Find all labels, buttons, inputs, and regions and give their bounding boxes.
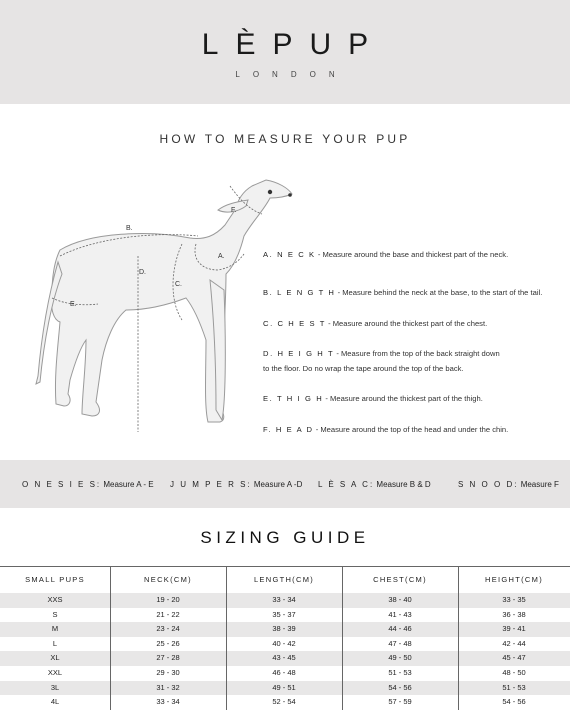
table-cell: 54 - 56 <box>502 697 526 707</box>
product-snood: S N O O D: Measure F <box>458 480 559 489</box>
table-row <box>0 608 570 623</box>
table-cell: 40 - 42 <box>272 638 296 648</box>
table-cell: 51 - 53 <box>388 668 412 677</box>
table-cell: 41 - 43 <box>388 609 412 619</box>
table-cell: 49 - 51 <box>272 682 296 692</box>
table-cell: 57 - 59 <box>388 697 412 707</box>
measure-height-cont: to the floor. Do no wrap the tape around the top of the back. <box>263 364 464 373</box>
table-header-cell: NECK(CM) <box>144 575 192 584</box>
label-d: D. <box>139 269 146 276</box>
table-cell: 46 - 48 <box>272 668 296 677</box>
sizing-guide-title: SIZING GUIDE <box>200 528 370 547</box>
table-cell: 33 - 34 <box>156 697 180 707</box>
table-cell: L <box>52 638 58 648</box>
table-cell: 25 - 26 <box>156 638 180 648</box>
table-row <box>0 622 570 637</box>
measure-length: B. L E N G T H - Measure behind the neck at the base, to the start of the tail. <box>263 288 543 297</box>
table-cell: 54 - 56 <box>388 682 412 692</box>
product-jumpers: J U M P E R S: Measure A -D <box>170 480 303 489</box>
table-cell: 52 - 54 <box>272 697 296 707</box>
table-cell: 39 - 41 <box>502 624 526 634</box>
table-row <box>0 695 570 710</box>
table-cell: 42 - 44 <box>502 638 526 648</box>
table-row <box>0 593 570 608</box>
measure-height: D. H E I G H T - Measure from the top of the back straight down <box>263 349 500 358</box>
brand-logo: LÈPUP <box>201 28 386 61</box>
table-cell: 33 - 35 <box>502 595 526 604</box>
table-header-cell: HEIGHT(CM) <box>485 575 543 584</box>
table-cell: 29 - 30 <box>156 668 180 677</box>
column-divider <box>226 566 227 710</box>
table-cell: 38 - 39 <box>272 624 296 634</box>
measure-neck: A. N E C K - Measure around the base and thickest part of the neck. <box>263 250 509 259</box>
table-cell: 27 - 28 <box>156 653 180 663</box>
table-cell: 3L <box>50 682 60 692</box>
table-header-cell: CHEST(CM) <box>373 575 427 584</box>
table-cell: 23 - 24 <box>156 624 180 634</box>
brand-header <box>0 0 570 104</box>
table-cell: 45 - 47 <box>502 653 526 663</box>
table-cell: XL <box>50 653 60 663</box>
table-cell: 35 - 37 <box>272 609 296 619</box>
brand-location: LONDON <box>235 70 348 79</box>
label-b: B. <box>126 225 133 232</box>
table-cell: 19 - 20 <box>156 595 180 604</box>
table-top-rule <box>0 566 570 567</box>
product-le-sac: L È S A C: Measure B & D <box>318 480 431 489</box>
table-cell: 33 - 34 <box>272 595 296 604</box>
dog-measurement-illustration <box>30 170 295 440</box>
table-cell: 43 - 45 <box>272 653 296 663</box>
table-cell: 47 - 48 <box>388 638 412 648</box>
table-row <box>0 637 570 652</box>
table-cell: 49 - 50 <box>388 653 412 663</box>
table-cell: S <box>52 609 58 619</box>
table-cell: 21 - 22 <box>156 609 180 619</box>
table-cell: XXL <box>47 668 63 677</box>
table-row <box>0 666 570 681</box>
measure-chest: C. C H E S T - Measure around the thickest part of the chest. <box>263 319 488 328</box>
measure-thigh: E. T H I G H - Measure around the thickest part of the thigh. <box>263 394 483 403</box>
column-divider <box>458 566 459 710</box>
table-row <box>0 651 570 666</box>
product-measure-band <box>0 460 570 508</box>
label-a: A. <box>218 253 225 260</box>
table-cell: 48 - 50 <box>502 668 526 677</box>
table-cell: 36 - 38 <box>502 609 526 619</box>
how-to-measure-title: HOW TO MEASURE YOUR PUP <box>159 132 411 146</box>
table-header-cell: SMALL PUPS <box>25 575 85 584</box>
table-row <box>0 681 570 696</box>
label-e: E. <box>70 301 77 308</box>
product-onesies: O N E S I E S: Measure A - E <box>22 480 154 489</box>
column-divider <box>110 566 111 710</box>
table-cell: 31 - 32 <box>156 682 180 692</box>
table-cell: 38 - 40 <box>388 595 412 604</box>
column-divider <box>342 566 343 710</box>
table-cell: 51 - 53 <box>502 682 526 692</box>
table-header-cell: LENGTH(CM) <box>253 575 315 584</box>
table-cell: XXS <box>47 595 63 604</box>
label-f: F. <box>231 207 237 214</box>
label-c: C. <box>175 281 182 288</box>
table-cell: 44 - 46 <box>388 624 412 634</box>
table-cell: M <box>51 624 59 634</box>
measure-head: F. H E A D - Measure around the top of the head and under the chin. <box>263 425 509 434</box>
table-cell: 4L <box>50 697 60 707</box>
